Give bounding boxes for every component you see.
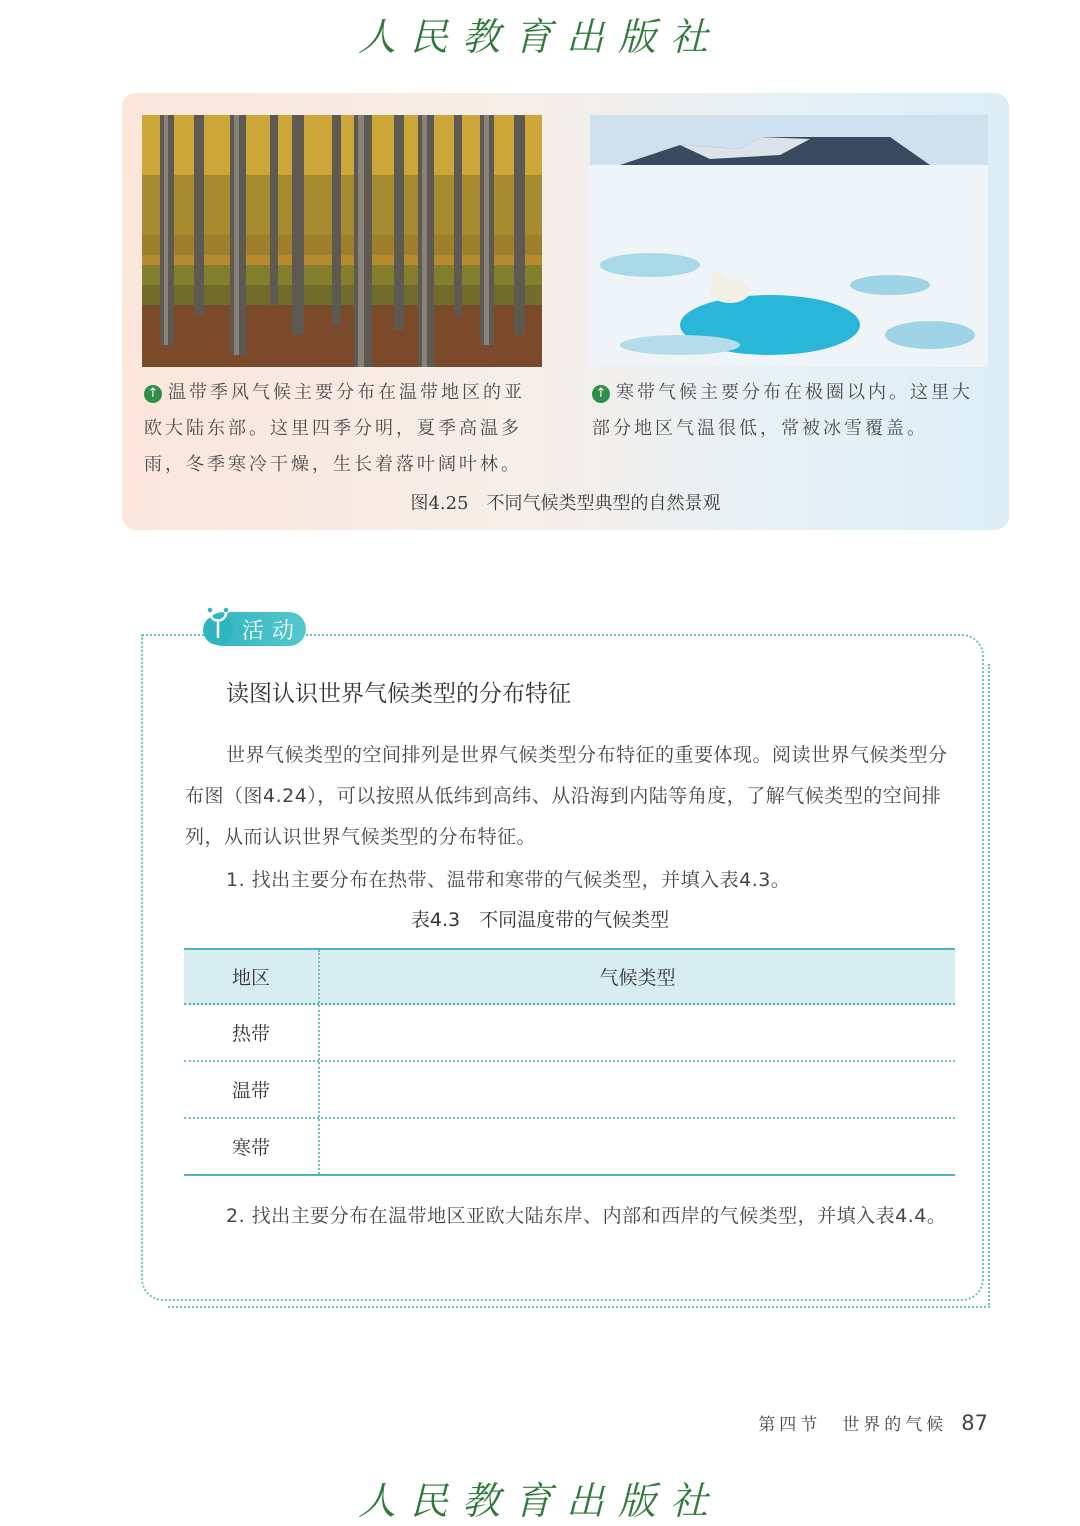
activity-title: 读图认识世界气候类型的分布特征 [226, 681, 571, 707]
question-1: 1. 找出主要分布在热带、温带和寒带的气候类型，并填入表4.3。 [226, 869, 791, 891]
up-arrow-icon: ↑ [592, 385, 610, 403]
header-climate-type: 气候类型 [599, 967, 676, 989]
row-region-tropical: 热带 [184, 1005, 320, 1060]
figure-panel [122, 93, 1009, 530]
table-header-row [184, 948, 955, 1005]
row-climate-cell[interactable] [320, 1062, 955, 1117]
row-region-temperate: 温带 [184, 1062, 320, 1117]
polar-ice-photo [590, 115, 988, 367]
publisher-watermark-top: 人民教育出版社 [357, 15, 722, 59]
forest-caption [144, 375, 544, 483]
forest-photo [142, 115, 542, 367]
ice-caption-text: 寒带气候主要分布在极圈以内。这里大部分地区气温很低，常被冰雪覆盖。 [592, 382, 973, 439]
question-2: 2. 找出主要分布在温带地区亚欧大陆东岸、内部和西岸的气候类型，并填入表4.4。 [226, 1205, 947, 1227]
forest-caption-text: 温带季风气候主要分布在温带地区的亚欧大陆东部。这里四季分明，夏季高温多雨，冬季寒冷干燥，生长着落叶阔叶林。 [144, 382, 525, 475]
ice-caption [592, 375, 992, 447]
table-row [184, 1062, 955, 1119]
header-region: 地区 [184, 950, 320, 1003]
footer-section: 第四节 世界的气候 [758, 1415, 948, 1435]
activity-box-shadow-right [988, 664, 990, 1308]
table-row [184, 1119, 955, 1176]
activity-label-text: 活动 [242, 619, 303, 644]
activity-label [198, 604, 310, 648]
publisher-watermark-bottom: 人民教育出版社 [357, 1479, 722, 1523]
row-climate-cell[interactable] [320, 1119, 955, 1174]
up-arrow-icon: ↑ [144, 385, 162, 403]
page-footer [758, 1410, 988, 1435]
activity-intro: 世界气候类型的空间排列是世界气候类型分布特征的重要体现。阅读世界气候类型分布图（图4.24），可以按照从低纬到高纬、从沿海到内陆等角度，了解气候类型的空间排列，从而认识世界气候类型的分布特征。 [185, 744, 948, 848]
stethoscope-icon [198, 604, 238, 648]
table-row [184, 1005, 955, 1062]
activity-box-shadow-bottom [168, 1306, 990, 1310]
row-climate-cell[interactable] [320, 1005, 955, 1060]
page-number: 87 [961, 1411, 988, 1435]
climate-table [184, 948, 955, 1176]
table-title: 表4.3 不同温度带的气候类型 [410, 909, 670, 931]
row-region-frigid: 寒带 [184, 1119, 320, 1174]
figure-title: 图4.25 不同气候类型典型的自然景观 [410, 493, 721, 514]
